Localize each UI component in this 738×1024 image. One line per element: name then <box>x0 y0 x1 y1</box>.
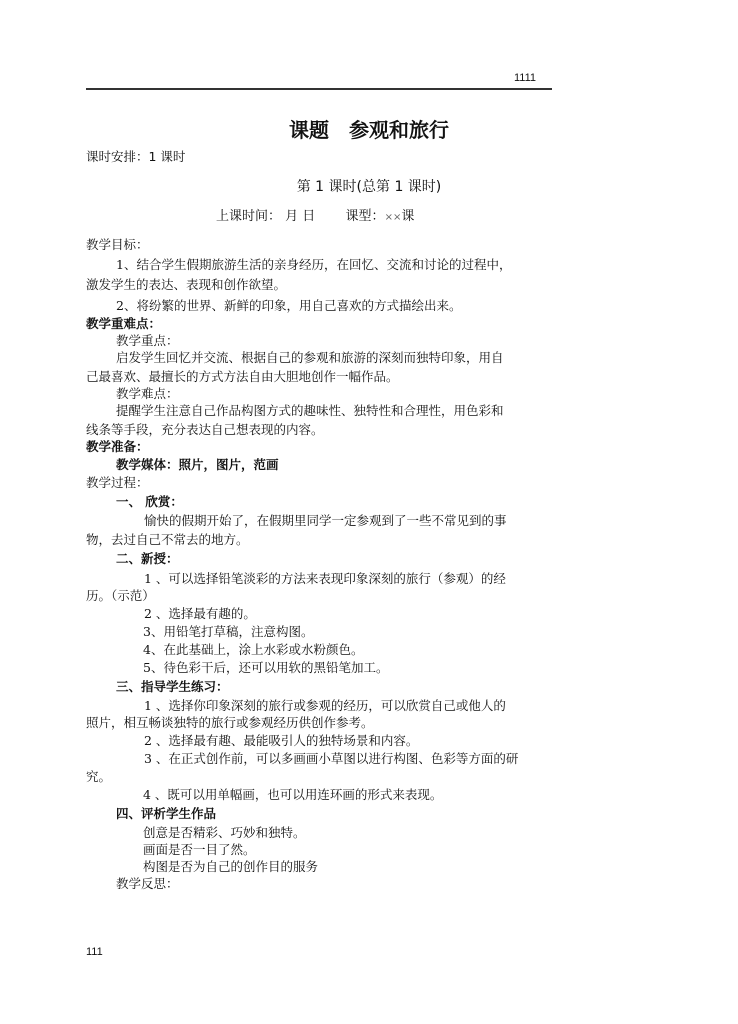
objective-2: 2、将纷繁的世界、新鲜的印象，用自己喜欢的方式描绘出来。 <box>116 298 462 313</box>
section-3-item-1-line-1: 1 、选择你印象深刻的旅行或参观的经历，可以欣赏自己或他人的 <box>144 698 506 713</box>
schedule: 课时安排：1 课时 <box>86 149 186 164</box>
footer-page-number: 111 <box>86 946 103 958</box>
section-3-item-4: 4 、既可以用单幅画，也可以用连环画的形式来表现。 <box>143 787 443 802</box>
section-3-item-1-line-2: 照片，相互畅谈独特的旅行或参观经历供创作参考。 <box>86 715 374 730</box>
class-time <box>216 205 414 224</box>
header-rule <box>86 88 552 90</box>
section-4-item-1: 创意是否精彩、巧妙和独特。 <box>143 825 306 840</box>
section-4-item-3: 构图是否为自己的创作目的服务 <box>143 859 319 874</box>
objective-1-line-1: 1、结合学生假期旅游生活的亲身经历，在回忆、交流和讨论的过程中， <box>116 257 512 272</box>
class-type-value: ×× <box>384 212 402 223</box>
section-4-item-2: 画面是否一目了然。 <box>143 842 256 857</box>
section-1-line-1: 愉快的假期开始了，在假期里同学一定参观到了一些不常见到的事 <box>144 513 507 528</box>
lesson-number: 第 1 课时(总第 1 课时) <box>296 179 442 195</box>
section-2-item-5: 5、待色彩干后，还可以用软的黑铅笔加工。 <box>143 660 389 675</box>
section-1-title: 一、 欣赏： <box>116 494 183 509</box>
section-2-item-2: 2 、选择最有趣的。 <box>144 606 256 621</box>
section-2-item-1-line-2: 历。（示范） <box>86 588 155 603</box>
section-2-title: 二、新授： <box>116 551 179 566</box>
reflection-label: 教学反思： <box>116 876 179 891</box>
difficulty-line-1: 提醒学生注意自己作品构图方式的趣味性、独特性和合理性，用色彩和 <box>116 403 504 418</box>
section-2-item-4: 4、在此基础上，涂上水彩或水粉颜色。 <box>143 642 364 657</box>
header-page-number: 1111 <box>514 72 537 84</box>
section-1-line-2: 物，去过自己不常去的地方。 <box>86 532 249 547</box>
objective-1-line-2: 激发学生的表达、表现和创作欲望。 <box>86 277 287 292</box>
class-type-suffix: 课 <box>401 209 415 224</box>
teaching-media: 教学媒体：照片，图片，范画 <box>116 457 279 472</box>
class-time-label: 上课时间： 月 日 <box>216 209 316 224</box>
section-2-item-1-line-1: 1 、可以选择铅笔淡彩的方法来表现印象深刻的旅行（参观）的经 <box>144 571 506 586</box>
process-heading: 教学过程： <box>86 475 149 490</box>
section-4-title: 四、评析学生作品 <box>116 806 217 821</box>
difficulty-label: 教学难点： <box>116 386 179 401</box>
preparation-heading: 教学准备： <box>86 439 149 454</box>
focus-label: 教学重点： <box>116 333 179 348</box>
section-3-item-3-line-2: 究。 <box>86 769 112 784</box>
section-3-item-3-line-1: 3 、在正式创作前，可以多画画小草图以进行构图、色彩等方面的研 <box>144 751 519 766</box>
focus-line-2: 己最喜欢、最擅长的方式方法自由大胆地创作一幅作品。 <box>86 369 399 384</box>
section-2-item-3: 3、用铅笔打草稿，注意构图。 <box>143 624 314 639</box>
key-points-heading: 教学重难点： <box>86 316 162 331</box>
objectives-heading: 教学目标： <box>86 237 149 252</box>
class-type-label: 课型： <box>345 209 385 224</box>
focus-line-1: 启发学生回忆并交流、根据自己的参观和旅游的深刻而独特印象，用自 <box>116 350 504 365</box>
section-3-item-2: 2 、选择最有趣、最能吸引人的独特场景和内容。 <box>144 733 419 748</box>
page-title: 课题 参观和旅行 <box>289 118 449 142</box>
difficulty-line-2: 线条等手段，充分表达自己想表现的内容。 <box>86 422 324 437</box>
section-3-title: 三、指导学生练习： <box>116 679 229 694</box>
